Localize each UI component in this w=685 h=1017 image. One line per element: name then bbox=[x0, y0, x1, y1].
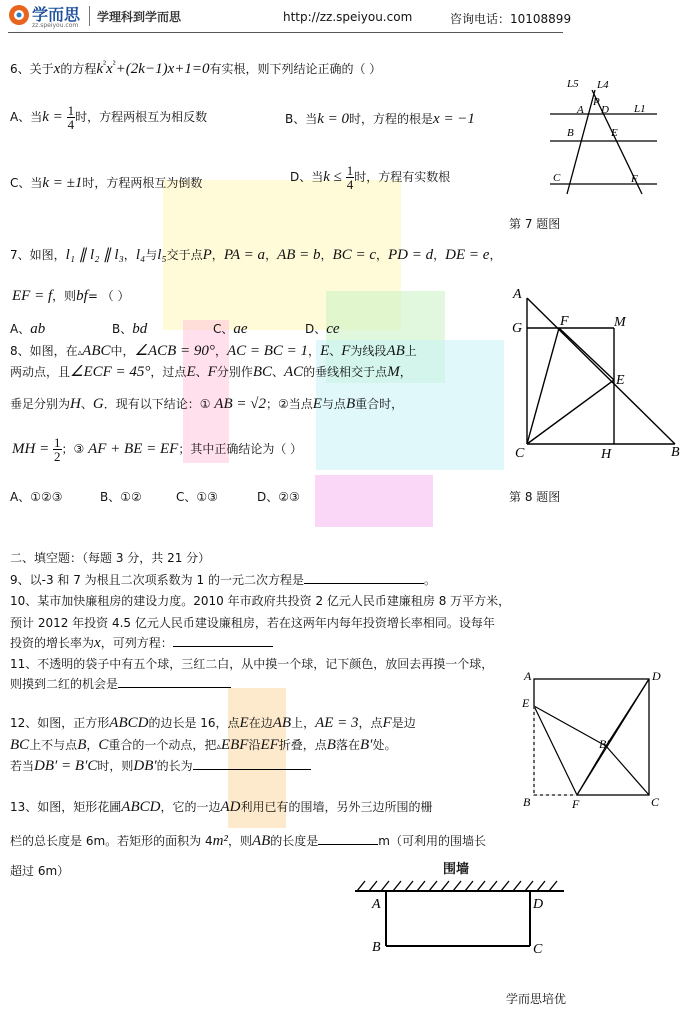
q8-stem-line1: 8、如图，在▵ABC中，∠ACB = 90°，AC = BC = 1，E、F为线段AB上 bbox=[10, 343, 417, 359]
q8-option-c[interactable]: C、①③ bbox=[176, 490, 218, 504]
q7-option-c[interactable]: C、ae bbox=[213, 321, 248, 337]
figure-13 bbox=[350, 876, 570, 961]
header-slogan: 学理科到学而思 bbox=[97, 10, 182, 24]
q13-line2: 栏的总长度是 6m。若矩形的面积为 4m²，则AB的长度是 m（可利用的围墙长 bbox=[10, 833, 486, 849]
q7-stem-line1: 7、如图，l₁ ∥ l₂ ∥ l₃，l₄与l₅交于点P，PA = a，AB = b，BC = c，PD = d，DE = e， bbox=[10, 247, 502, 263]
segment-ce bbox=[527, 380, 614, 444]
label-b: B bbox=[567, 127, 574, 139]
q8-option-b[interactable]: B、①② bbox=[100, 490, 142, 504]
q7-stem-line2: EF = f，则bf= （ ） bbox=[12, 288, 130, 304]
label-a: A bbox=[524, 669, 532, 683]
square-abcd bbox=[534, 679, 649, 795]
label-a: A bbox=[513, 287, 522, 302]
q6-option-b[interactable]: B、当k = 0时，方程的根是x = −1 bbox=[285, 111, 475, 127]
label-p: P bbox=[593, 96, 600, 108]
logo-subtext: zz.speiyou.com bbox=[32, 22, 79, 29]
label-d: D bbox=[533, 897, 544, 912]
segment-ab bbox=[527, 298, 675, 444]
label-c: C bbox=[533, 942, 543, 957]
q6-option-d[interactable]: D、当k ≤ $\frac{1}{4}$ 时，方程有实数根 bbox=[290, 163, 451, 192]
q12-line3: 若当DB′ = B′C时，则DB′的长为 bbox=[10, 757, 311, 775]
q11-line2: 则摸到二红的机会是 bbox=[10, 675, 231, 692]
label-g: G bbox=[512, 321, 523, 336]
label-b: B bbox=[523, 795, 531, 809]
label-e: E bbox=[616, 373, 625, 388]
segment-cb-prime bbox=[606, 746, 649, 795]
segment-cf bbox=[527, 328, 559, 444]
q10-line1: 10、某市加快廉租房的建设力度。2010 年市政府共投资 2 亿元人民币建廉租房 8 万平方米， bbox=[10, 594, 511, 608]
label-d: D bbox=[601, 104, 609, 116]
figure-8-caption: 第 8 题图 bbox=[509, 490, 561, 504]
q9-text: 9、以-3 和 7 为根且二次项系数为 1 的一元二次方程是 。 bbox=[10, 573, 436, 587]
q6-stem: 6、关于x的方程$k^{^2}x^{^2}+(2k-1)x+1=0$有实根，则下列结论正确的（ ） bbox=[10, 59, 382, 77]
q12-line1: 12、如图，正方形ABCD的边长是 16，点E在边AB上，AE = 3，点F是边 bbox=[10, 715, 416, 731]
q8-stem-line2: 两动点，且∠ECF = 45°，过点E、F分别作BC、AC的垂线相交于点M， bbox=[10, 364, 412, 380]
q11-line1: 11、不透明的袋子中有五个球，三红二白，从中摸一个球，记下颜色，放回去再摸一个球， bbox=[10, 657, 494, 671]
label-e: E bbox=[522, 696, 530, 710]
section-2-title: 二、填空题：（每题 3 分，共 21 分） bbox=[10, 551, 211, 565]
logo-icon bbox=[8, 4, 30, 26]
header-divider bbox=[89, 6, 90, 26]
label-f: F bbox=[560, 314, 569, 329]
figure-7 bbox=[545, 72, 665, 197]
q10-answer-blank[interactable] bbox=[173, 646, 273, 647]
segment-fe bbox=[559, 328, 614, 380]
label-b: B bbox=[671, 445, 680, 460]
q8-stem-line3: 垂足分别为H、G．现有以下结论：① AB = √2；②当点E与点B重合时， bbox=[10, 396, 404, 412]
q7-option-b[interactable]: B、bd bbox=[112, 321, 148, 337]
q6-option-a[interactable]: A、当k = $\frac{1}{4}$ 时，方程两根互为相反数 bbox=[10, 103, 208, 132]
segment-eb-prime bbox=[534, 706, 606, 746]
logo-text: 学而思 bbox=[32, 5, 81, 24]
q12-line2: BC上不与点B，C重合的一个动点，把▵EBF沿EF折叠，点B落在B′处。 bbox=[10, 737, 397, 753]
header-phone: 咨询电话：10108899 bbox=[450, 12, 572, 26]
label-l1: L1 bbox=[634, 103, 646, 115]
q13-answer-blank[interactable] bbox=[318, 844, 378, 845]
label-h: H bbox=[601, 447, 612, 462]
segment-ef bbox=[534, 706, 577, 795]
figure-13-wall-label: 围墙 bbox=[443, 862, 470, 877]
q8-option-d[interactable]: D、②③ bbox=[257, 490, 300, 504]
header-rule bbox=[8, 32, 563, 33]
q10-line2: 预计 2012 年投资 4.5 亿元人民币建设廉租房，若在这两年内每年投资增长率相同。设每年 bbox=[10, 616, 495, 630]
footer-brand: 学而思培优 bbox=[506, 992, 567, 1006]
label-f: F bbox=[631, 173, 638, 185]
label-b-prime: B′ bbox=[599, 737, 609, 751]
figure-7-caption: 第 7 题图 bbox=[509, 217, 561, 231]
header-url[interactable]: http://zz.speiyou.com bbox=[283, 10, 413, 24]
q13-line1: 13、如图，矩形花圃ABCD，它的一边AD利用已有的围墙，另外三边所围的栅 bbox=[10, 799, 433, 815]
segment-df bbox=[577, 679, 649, 795]
wall-hatching bbox=[355, 881, 564, 891]
q9-answer-blank[interactable] bbox=[304, 583, 424, 584]
q7-option-d[interactable]: D、ce bbox=[305, 321, 340, 337]
label-c: C bbox=[651, 795, 660, 809]
q8-option-a[interactable]: A、①②③ bbox=[10, 490, 63, 504]
label-d: D bbox=[652, 669, 661, 683]
figure-12 bbox=[515, 666, 675, 811]
label-c: C bbox=[553, 172, 561, 184]
q13-line3: 超过 6m） bbox=[10, 864, 70, 878]
q10-line3: 投资的增长率为x，可列方程： bbox=[10, 634, 273, 652]
label-f: F bbox=[572, 797, 580, 811]
figure-8 bbox=[510, 284, 685, 464]
q6-option-c[interactable]: C、当k = ±1时，方程两根互为倒数 bbox=[10, 175, 203, 191]
label-c: C bbox=[515, 446, 525, 461]
q7-option-a[interactable]: A、ab bbox=[10, 321, 46, 337]
label-a: A bbox=[372, 897, 381, 912]
highlight-magenta bbox=[315, 475, 433, 527]
q8-stem-line4: MH = $\frac{1}{2}$ ；③ AF + BE = EF；其中正确结论为（ ） bbox=[12, 435, 303, 464]
label-l5: L5 bbox=[567, 78, 579, 90]
q11-answer-blank[interactable] bbox=[118, 687, 231, 688]
q12-answer-blank[interactable] bbox=[193, 769, 311, 770]
logo bbox=[8, 2, 88, 30]
label-a: A bbox=[577, 104, 584, 116]
label-m: M bbox=[614, 315, 626, 330]
label-e: E bbox=[611, 127, 618, 139]
label-l4: L4 bbox=[597, 79, 609, 91]
label-b: B bbox=[372, 940, 381, 955]
